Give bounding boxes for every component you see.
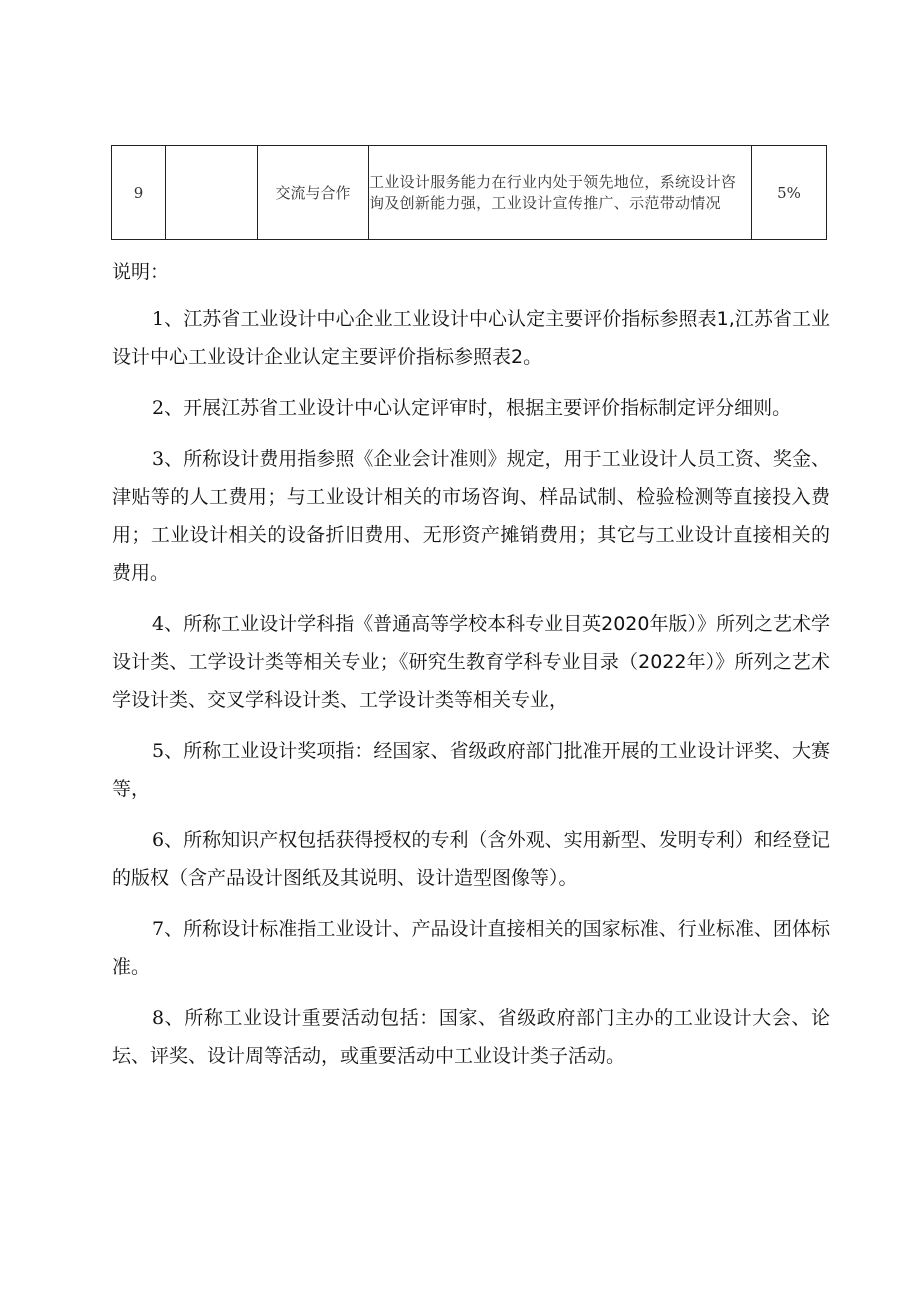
note-text: 所称知识产权包括获得授权的专利（含外观、实用新型、发明专利）和经登记的版权（含产品设计图纸及其说明、设计造型图像等）。: [112, 829, 830, 889]
note-item: [112, 605, 830, 719]
note-text: 所称设计费用指参照《企业会计准则》规定，用于工业设计人员工资、奖金、津贴等的人工费用；与工业设计相关的市场咨询、样品试制、检验检测等直接投入费用；工业设计相关的设备折旧费用、无形资产摊销费用；其它与工业设计直接相关的费用。: [112, 448, 830, 584]
note-item: [112, 732, 830, 808]
note-item: [112, 999, 830, 1075]
note-text: 开展江苏省工业设计中心认定评审时，根据主要评价指标制定评分细则。: [183, 397, 792, 419]
note-number: 3、: [152, 448, 184, 470]
note-number: 4、: [152, 613, 184, 635]
note-text: 所称设计标准指工业设计、产品设计直接相关的国家标准、行业标准、团体标准。: [112, 918, 830, 978]
note-item: [112, 910, 830, 986]
table-row: [112, 146, 827, 240]
evaluation-table-fragment: [111, 145, 824, 240]
row-category-cell: [166, 146, 258, 240]
note-item: [112, 821, 830, 897]
row-indicator-name-cell: 交流与合作: [258, 146, 369, 240]
indicator-table: [111, 145, 827, 240]
notes-list: [112, 300, 830, 1088]
note-number: 5、: [152, 740, 184, 762]
note-item: [112, 440, 830, 592]
note-number: 8、: [152, 1007, 185, 1029]
row-weight-cell: 5%: [752, 146, 827, 240]
note-text: 所称工业设计重要活动包括：国家、省级政府部门主办的工业设计大会、论坛、评奖、设计周等活动，或重要活动中工业设计类子活动。: [112, 1007, 830, 1067]
notes-heading: 说明：: [112, 261, 170, 283]
note-item: [112, 389, 830, 427]
note-number: 6、: [152, 829, 184, 851]
note-text: 所称工业设计学科指《普通高等学校本科专业目英2020年版）》所列之艺术学设计类、工学设计类等相关专业；《研究生教育学科专业目录（2022年）》所列之艺术学设计类、交叉学科设计类、工学设计类等相关专业，: [112, 613, 830, 711]
note-item: [112, 300, 830, 376]
note-text: 江苏省工业设计中心企业工业设计中心认定主要评价指标参照表1,江苏省工业设计中心工业设计企业认定主要评价指标参照表2。: [112, 308, 830, 368]
note-number: 1、: [152, 308, 184, 330]
note-number: 7、: [152, 918, 184, 940]
note-number: 2、: [152, 397, 184, 419]
row-number-cell: 9: [112, 146, 166, 240]
row-description-cell: 工业设计服务能力在行业内处于领先地位，系统设计咨询及创新能力强，工业设计宣传推广、示范带动情况: [369, 146, 752, 240]
note-text: 所称工业设计奖项指：经国家、省级政府部门批准开展的工业设计评奖、大赛等，: [112, 740, 830, 800]
